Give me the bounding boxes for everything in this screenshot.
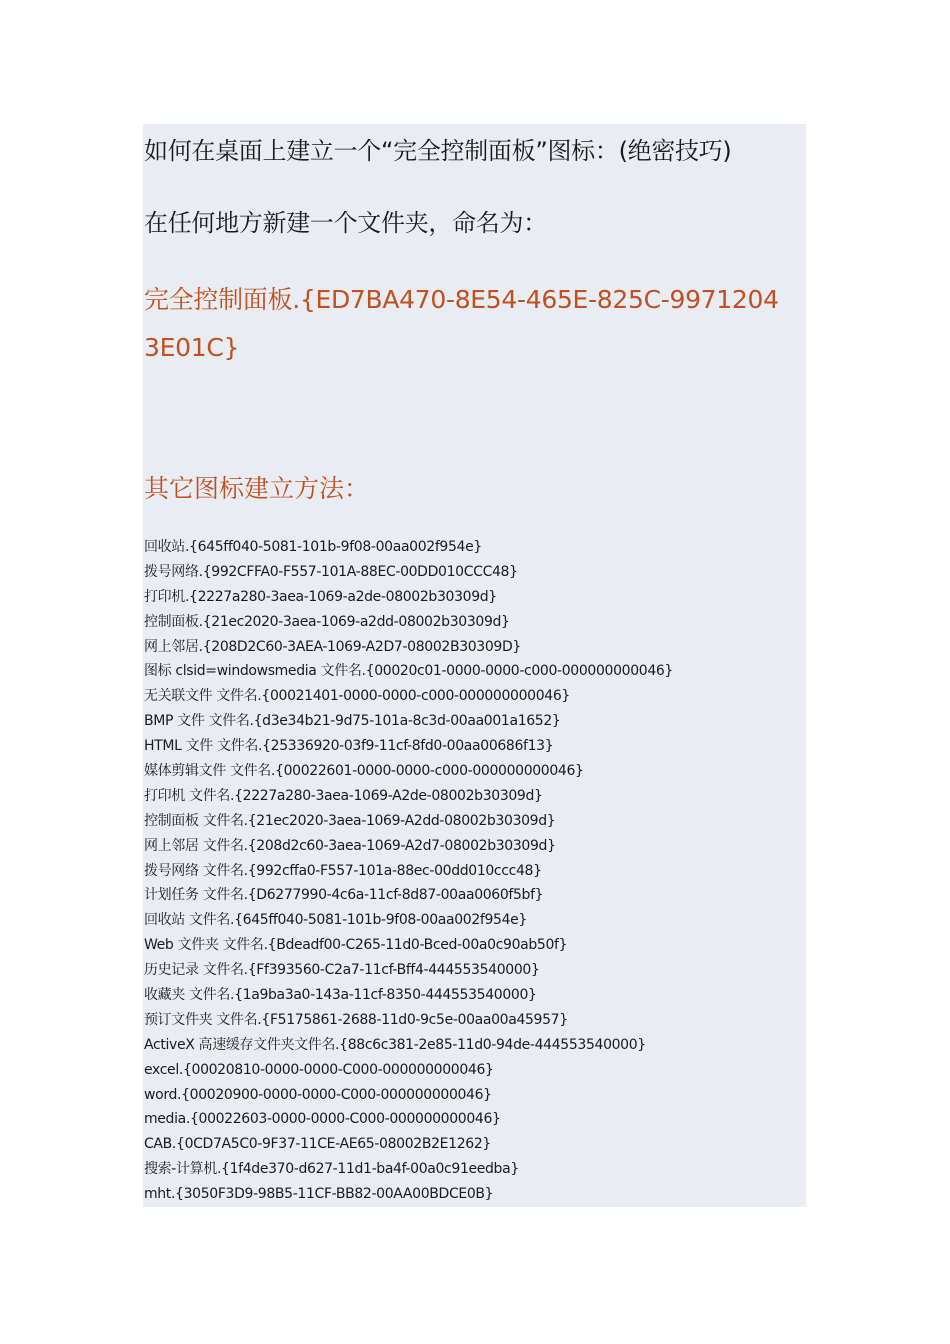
clsid-entry: 无关联文件 文件名.{00021401-0000-0000-c000-000000000046} (144, 688, 570, 705)
clsid-entry: 预订文件夹 文件名.{F5175861-2688-11d0-9c5e-00aa00a45957} (144, 1011, 568, 1028)
clsid-entry: CAB.{0CD7A5C0-9F37-11CE-AE65-08002B2E1262} (144, 1136, 491, 1153)
clsid-entry: BMP 文件 文件名.{d3e34b21-9d75-101a-8c3d-00aa001a1652} (144, 713, 561, 730)
clsid-entry: 控制面板.{21ec2020-3aea-1069-a2dd-08002b30309d} (144, 613, 510, 630)
instruction-text: 在任何地方新建一个文件夹，命名为： (144, 209, 547, 237)
clsid-entry: 网上邻居.{208D2C60-3AEA-1069-A2D7-08002B30309D} (144, 638, 521, 655)
clsid-entry: 回收站 文件名.{645ff040-5081-101b-9f08-00aa002f954e} (144, 912, 527, 929)
clsid-entry: 打印机 文件名.{2227a280-3aea-1069-A2de-08002b30309d} (144, 787, 543, 804)
clsid-entry: 回收站.{645ff040-5081-101b-9f08-00aa002f954e} (144, 539, 482, 555)
clsid-entry-list (144, 535, 673, 1207)
clsid-entry: media.{00022603-0000-0000-C000-000000000046} (144, 1111, 501, 1128)
clsid-entry: excel.{00020810-0000-0000-C000-000000000046} (144, 1061, 494, 1078)
clsid-entry: 媒体剪辑文件 文件名.{00022601-0000-0000-c000-000000000046} (144, 763, 584, 780)
clsid-entry: 历史记录 文件名.{Ff393560-C2a7-11cf-Bff4-444553540000} (144, 962, 540, 979)
clsid-entry: ActiveX 高速缓存文件夹文件名.{88c6c381-2e85-11d0-94de-444553540000} (144, 1036, 646, 1053)
clsid-entry: 图标 clsid=windowsmedia 文件名.{00020c01-0000-0000-c000-000000000046} (144, 663, 673, 680)
clsid-entry: 搜索-计算机.{1f4de370-d627-11d1-ba4f-00a0c91eedba} (144, 1161, 519, 1178)
clsid-entry: Web 文件夹 文件名.{Bdeadf00-C265-11d0-Bced-00a0c90ab50f} (144, 937, 568, 954)
clsid-entry: mht.{3050F3D9-98B5-11CF-BB82-00AA00BDCE0B} (144, 1186, 494, 1203)
clsid-entry: 网上邻居 文件名.{208d2c60-3aea-1069-A2d7-08002b30309d} (144, 837, 556, 854)
clsid-entry: HTML 文件 文件名.{25336920-03f9-11cf-8fd0-00aa00686f13} (144, 738, 554, 755)
clsid-entry: 拨号网络.{992CFFA0-F557-101A-88EC-00DD010CCC48} (144, 563, 518, 580)
other-icons-heading: 其它图标建立方法： (144, 474, 370, 503)
main-clsid-name: 完全控制面板.{ED7BA470-8E54-465E-825C-99712043E01C} (144, 285, 779, 362)
clsid-entry: 收藏夹 文件名.{1a9ba3a0-143a-11cf-8350-444553540000} (144, 987, 537, 1004)
clsid-entry: 控制面板 文件名.{21ec2020-3aea-1069-A2dd-08002b30309d} (144, 812, 556, 829)
document-title: 如何在桌面上建立一个“完全控制面板”图标：(绝密技巧) (144, 137, 732, 165)
clsid-entry: 计划任务 文件名.{D6277990-4c6a-11cf-8d87-00aa0060f5bf} (144, 887, 544, 904)
clsid-entry: word.{00020900-0000-0000-C000-000000000046} (144, 1086, 492, 1103)
clsid-entry: 拨号网络 文件名.{992cffa0-F557-101a-88ec-00dd010ccc48} (144, 862, 542, 879)
clsid-entry: 打印机.{2227a280-3aea-1069-a2de-08002b30309d} (144, 588, 497, 605)
